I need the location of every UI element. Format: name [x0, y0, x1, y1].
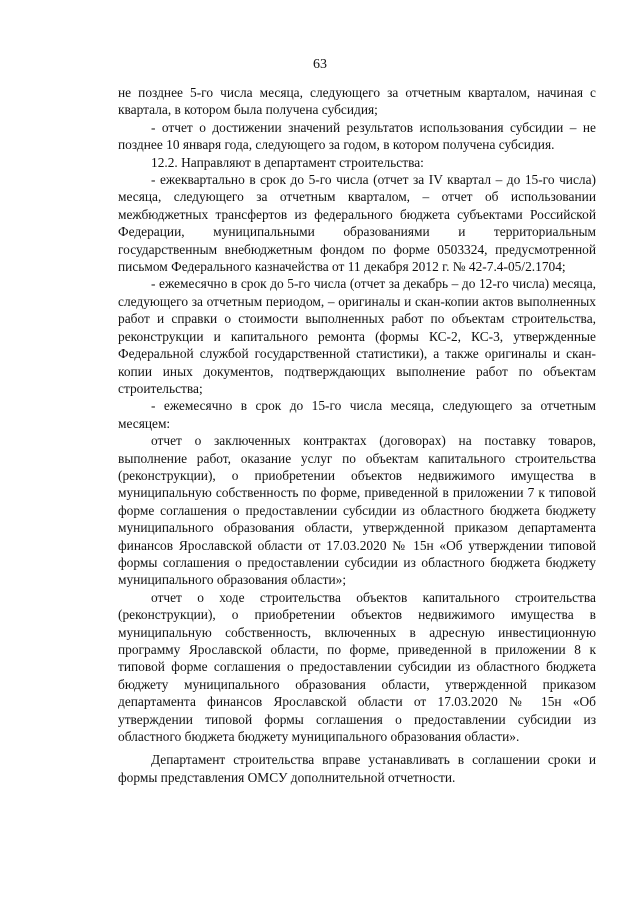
paragraph-section-12-2: 12.2. Направляют в департамент строительства:	[151, 154, 424, 170]
paragraph-quarterly-report: - ежеквартально в срок до 5-го числа (отчет за IV квартал – до 15-го числа) месяца, следующего за отчетным кварталом, – отчет об использовании межбюджетных трансфертов из федерального бюджета субъектами Российской Федерации, муниципальными образованиями и территориальным государственным внебюджетным фондом по форме 0503324, предусмотренной письмом Федерального казначейства от 11 декабря 2012 г. № 42-7.4-05/2.1704;	[118, 172, 596, 275]
paragraph-additional-reporting: Департамент строительства вправе устанавливать в соглашении сроки и формы представления ОМСУ дополнительной отчетности.	[118, 752, 596, 785]
paragraph-results-report: - отчет о достижении значений результатов использования субсидии – не позднее 10 января года, следующего за годом, в котором получена субсидия.	[118, 119, 596, 153]
paragraph-construction-progress-report: отчет о ходе строительства объектов капитального строительства (реконструкции), о приобретении объектов недвижимого имущества в муниципальную собственность, включенных в адресную инвестиционную программу Ярославской области, по форме, приведенной в приложении 8 к типовой форме соглашения о предоставлении субсидии из областного бюджета бюджету муниципального образования области, утвержденной приказом департамента финансов Ярославской области от 17.03.2020 № 15н «Об утверждении типовой формы соглашения о предоставлении субсидии из областного бюджета бюджету муниципального образования области».	[118, 589, 596, 745]
paragraph-continuation: не позднее 5-го числа месяца, следующего за отчетным кварталом, начиная с квартала, в котором была получена субсидия;	[118, 85, 596, 118]
page-number: 63	[313, 57, 327, 72]
paragraph-contracts-report: отчет о заключенных контрактах (договорах) на поставку товаров, выполнение работ, оказание услуг по объектам капитального строительства (реконструкции), о приобретении объектов недвижимого имущества в муниципальную собственность по форме, приведенной в приложении 7 к типовой форме соглашения о предоставлении субсидии из областного бюджета бюджету муниципального образования области, утвержденной приказом департамента финансов Ярославской области от 17.03.2020 № 15н «Об утверждении типовой формы соглашения о предоставлении субсидии из областного бюджета бюджету муниципального образования области»;	[118, 433, 596, 588]
paragraph-monthly-15th: - ежемесячно в срок до 15-го числа месяца, следующего за отчетным месяцем:	[118, 398, 596, 431]
document-body	[118, 84, 596, 786]
paragraph-monthly-acts: - ежемесячно в срок до 5-го числа (отчет за декабрь – до 12-го числа) месяца, следующего за отчетным периодом, – оригиналы и скан-копии актов выполненных работ и справки о стоимости выполненных работ по объектам строительства, реконструкции и капитального ремонта (формы КС-2, КС-3, утвержденные Федеральной службой государственной статистики), а также оригиналы и скан-копии иных документов, подтверждающих выполнение работ по объектам строительства;	[118, 276, 596, 396]
